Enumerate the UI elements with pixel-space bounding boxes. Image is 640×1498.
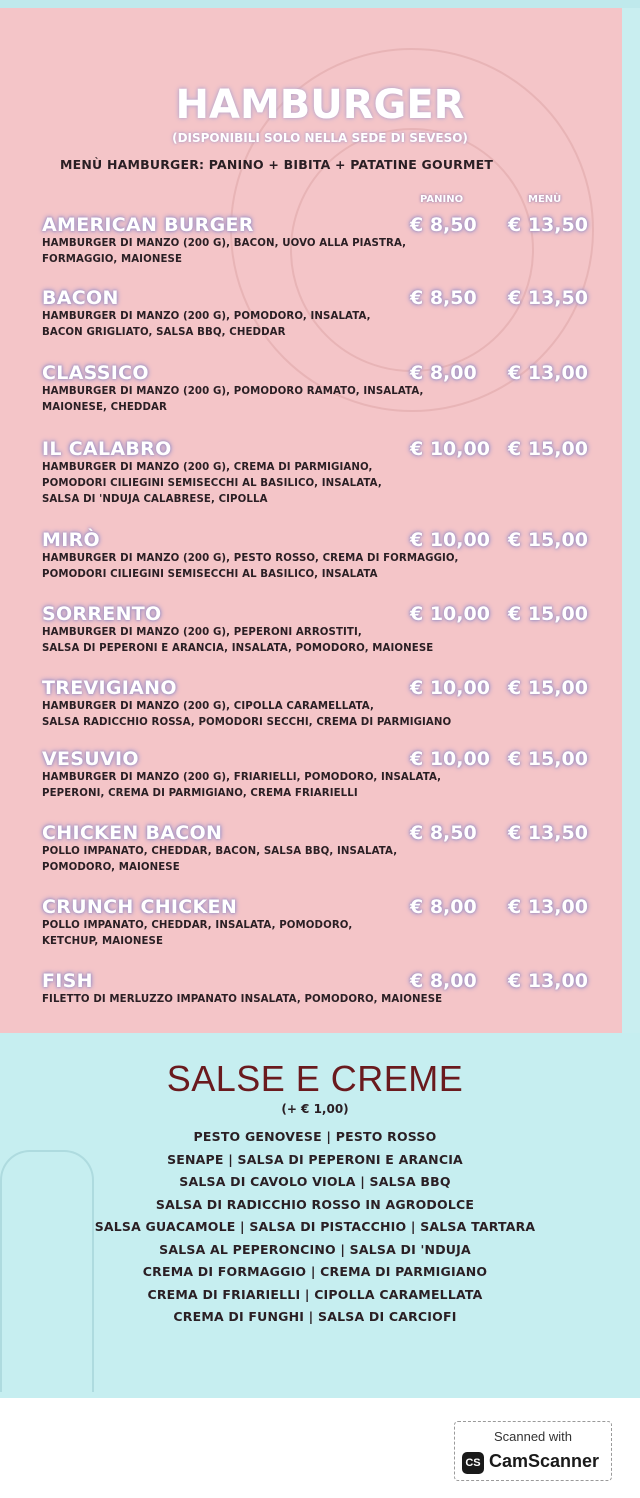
menu-item-name: MIRÒ — [42, 529, 100, 551]
sauce-line: SENAPE | SALSA DI PEPERONI E ARANCIA — [167, 1151, 463, 1167]
camscanner-logo-icon: CS — [462, 1452, 484, 1474]
menu-item-name: AMERICAN BURGER — [42, 214, 254, 236]
menu-item-description: HAMBURGER DI MANZO (200 G), BACON, UOVO ALLA PIASTRA, — [42, 238, 407, 249]
menu-title: HAMBURGER — [175, 82, 465, 128]
sauces-title: SALSE E CREME — [166, 1058, 464, 1099]
sauce-line: SALSA DI RADICCHIO ROSSO IN AGRODOLCE — [155, 1196, 475, 1212]
menu-item-description: KETCHUP, MAIONESE — [42, 936, 164, 947]
menu-item — [42, 438, 602, 508]
price-menu: € 13,50 — [508, 287, 588, 309]
menu-item-description: BACON GRIGLIATO, SALSA BBQ, CHEDDAR — [42, 327, 286, 338]
top-strip — [0, 0, 640, 8]
menu-item-description: SALSA DI PEPERONI E ARANCIA, INSALATA, POMODORO, MAIONESE — [42, 643, 434, 654]
menu-item — [42, 677, 602, 731]
menu-item — [42, 362, 602, 416]
sauces-price: (+ € 1,00) — [281, 1102, 349, 1116]
menu-item-description: HAMBURGER DI MANZO (200 G), PEPERONI ARROSTITI, — [42, 627, 362, 638]
menu-item-name: VESUVIO — [42, 748, 139, 770]
menu-item-description: POMODORO, MAIONESE — [42, 862, 180, 873]
combo-description: MENÙ HAMBURGER: PANINO + BIBITA + PATATINE GOURMET — [60, 157, 494, 172]
price-panino: € 8,50 — [410, 214, 477, 236]
menu-item — [42, 970, 602, 1008]
price-menu: € 15,00 — [508, 438, 588, 460]
sauces-list — [0, 1126, 630, 1329]
price-panino: € 10,00 — [410, 438, 490, 460]
menu-item — [42, 529, 602, 583]
menu-item-description: HAMBURGER DI MANZO (200 G), FRIARIELLI, POMODORO, INSALATA, — [42, 772, 442, 783]
column-header-panino: PANINO — [420, 194, 464, 205]
price-panino: € 8,00 — [410, 896, 477, 918]
column-header-menu: MENÙ — [528, 194, 562, 205]
menu-item-name: BACON — [42, 287, 119, 309]
price-menu: € 13,00 — [508, 970, 588, 992]
sauce-line: SALSA AL PEPERONCINO | SALSA DI 'NDUJA — [159, 1241, 471, 1257]
menu-item — [42, 748, 602, 802]
menu-item-name: SORRENTO — [42, 603, 162, 625]
price-menu: € 15,00 — [508, 748, 588, 770]
sauce-line: CREMA DI FUNGHI | SALSA DI CARCIOFI — [173, 1309, 457, 1324]
menu-item-description: PEPERONI, CREMA DI PARMIGIANO, CREMA FRIARIELLI — [42, 788, 358, 799]
menu-item-description: MAIONESE, CHEDDAR — [42, 402, 167, 413]
price-panino: € 10,00 — [410, 603, 490, 625]
price-panino: € 8,00 — [410, 970, 477, 992]
camscanner-watermark — [454, 1421, 612, 1481]
menu-item-description: HAMBURGER DI MANZO (200 G), CIPOLLA CARAMELLATA, — [42, 701, 374, 712]
menu-item-description: HAMBURGER DI MANZO (200 G), CREMA DI PARMIGIANO, — [42, 462, 373, 473]
menu-item-name: CRUNCH CHICKEN — [42, 896, 238, 918]
price-panino: € 8,50 — [410, 287, 477, 309]
price-menu: € 13,00 — [508, 896, 588, 918]
menu-item-description: HAMBURGER DI MANZO (200 G), POMODORO, INSALATA, — [42, 311, 371, 322]
menu-item-description: HAMBURGER DI MANZO (200 G), POMODORO RAMATO, INSALATA, — [42, 386, 424, 397]
menu-item — [42, 822, 602, 876]
menu-item — [42, 603, 602, 657]
menu-item-description: POLLO IMPANATO, CHEDDAR, INSALATA, POMODORO, — [42, 920, 353, 931]
price-panino: € 8,50 — [410, 822, 477, 844]
price-menu: € 13,50 — [508, 214, 588, 236]
price-menu: € 15,00 — [508, 603, 588, 625]
menu-item-name: TREVIGIANO — [42, 677, 177, 699]
price-panino: € 8,00 — [410, 362, 477, 384]
menu-item-description: POMODORI CILIEGINI SEMISECCHI AL BASILICO, INSALATA — [42, 569, 378, 580]
sauce-line: CREMA DI FORMAGGIO | CREMA DI PARMIGIANO — [142, 1264, 488, 1279]
menu-item — [42, 287, 602, 341]
price-menu: € 13,50 — [508, 822, 588, 844]
menu-item-description: FORMAGGIO, MAIONESE — [42, 254, 183, 265]
menu-item-description: SALSA RADICCHIO ROSSA, POMODORI SECCHI, CREMA DI PARMIGIANO — [42, 717, 452, 728]
price-panino: € 10,00 — [410, 677, 490, 699]
price-menu: € 13,00 — [508, 362, 588, 384]
price-panino: € 10,00 — [410, 529, 490, 551]
watermark-caption: Scanned with — [493, 1429, 573, 1444]
menu-item-name: CLASSICO — [42, 362, 149, 384]
menu-item-description: HAMBURGER DI MANZO (200 G), PESTO ROSSO, CREMA DI FORMAGGIO, — [42, 553, 459, 564]
watermark-brand: CamScanner — [489, 1451, 600, 1471]
sauce-line: CREMA DI FRIARIELLI | CIPOLLA CARAMELLATA — [147, 1286, 483, 1302]
menu-item-description: FILETTO DI MERLUZZO IMPANATO INSALATA, POMODORO, MAIONESE — [42, 994, 443, 1005]
sauce-line: SALSA DI CAVOLO VIOLA | SALSA BBQ — [179, 1174, 451, 1189]
menu-item-description: POLLO IMPANATO, CHEDDAR, BACON, SALSA BBQ, INSALATA, — [42, 846, 398, 857]
sauce-line: PESTO GENOVESE | PESTO ROSSO — [193, 1129, 437, 1144]
price-panino: € 10,00 — [410, 748, 490, 770]
price-menu: € 15,00 — [508, 529, 588, 551]
menu-item-description: SALSA DI 'NDUJA CALABRESE, CIPOLLA — [42, 494, 268, 505]
menu-item-name: CHICKEN BACON — [42, 822, 223, 844]
menu-item-name: IL CALABRO — [42, 438, 172, 460]
price-menu: € 15,00 — [508, 677, 588, 699]
menu-item — [42, 214, 602, 268]
sauce-line: SALSA GUACAMOLE | SALSA DI PISTACCHIO | SALSA TARTARA — [94, 1219, 536, 1234]
menu-item-name: FISH — [42, 970, 93, 992]
menu-subtitle: (DISPONIBILI SOLO NELLA SEDE DI SEVESO) — [172, 131, 468, 145]
menu-item — [42, 896, 602, 950]
menu-item-description: POMODORI CILIEGINI SEMISECCHI AL BASILICO, INSALATA, — [42, 478, 382, 489]
